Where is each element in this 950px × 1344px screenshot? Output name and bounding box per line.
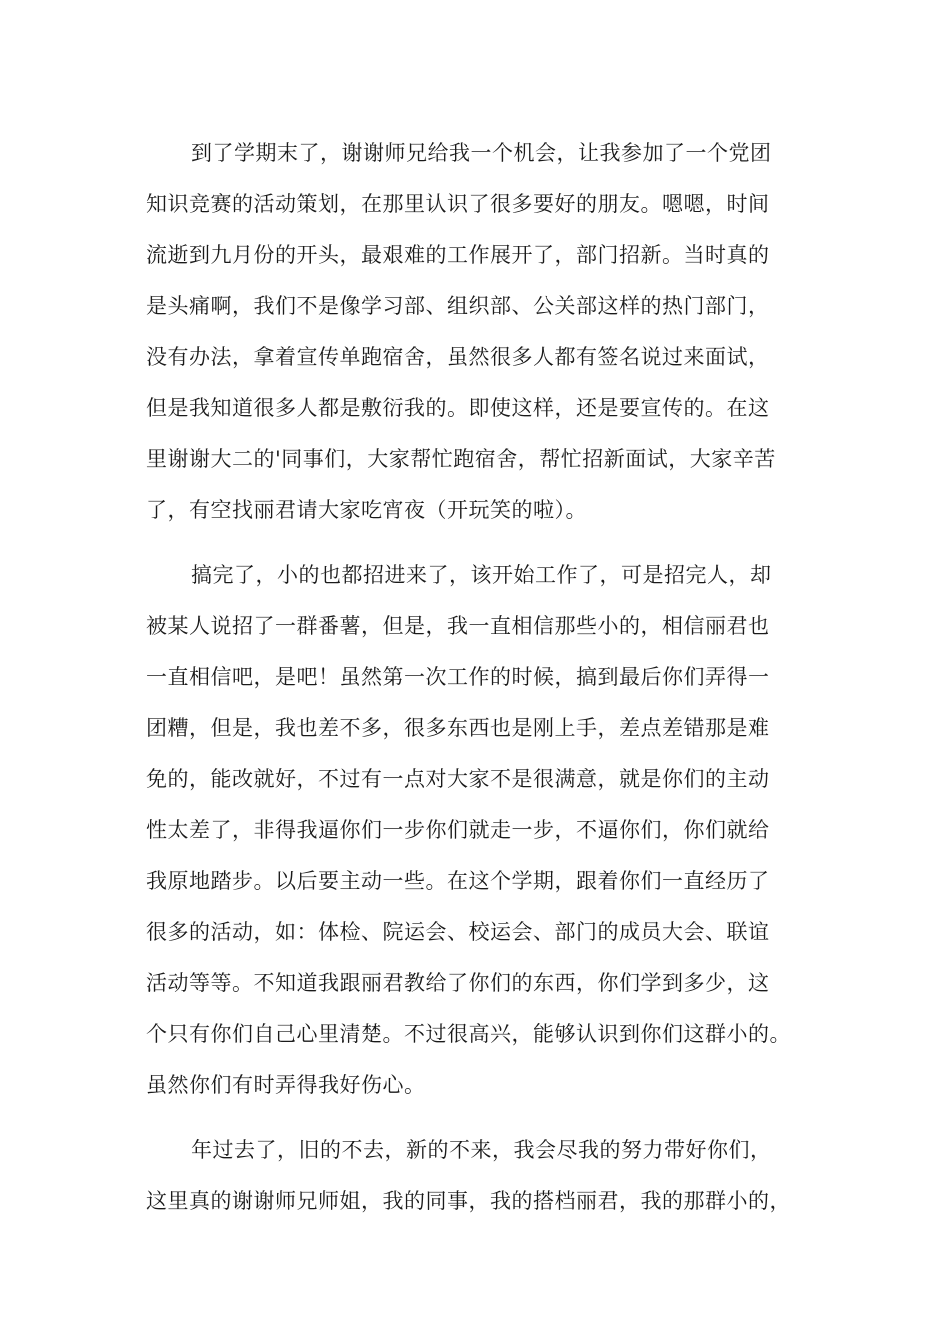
text-line: 团糟，但是，我也差不多，很多东西也是刚上手，差点差错那是难	[146, 716, 770, 740]
paragraph-1	[146, 128, 806, 536]
text-line: 是头痛啊，我们不是像学习部、组织部、公关部这样的热门部门，	[146, 294, 770, 318]
text-line: 一直相信吧，是吧！虽然第一次工作的时候，搞到最后你们弄得一	[146, 665, 770, 689]
text-line: 免的，能改就好，不过有一点对大家不是很满意，就是你们的主动	[146, 767, 770, 791]
paragraph-2	[146, 550, 806, 1111]
text-line: 搞完了，小的也都招进来了，该开始工作了，可是招完人，却	[191, 563, 772, 587]
text-line: 虽然你们有时弄得我好伤心。	[146, 1073, 426, 1097]
paragraph-3	[146, 1125, 806, 1227]
text-line: 性太差了，非得我逼你们一步你们就走一步，不逼你们，你们就给	[146, 818, 770, 842]
text-line: 我原地踏步。以后要主动一些。在这个学期，跟着你们一直经历了	[146, 869, 770, 893]
document-body	[146, 128, 806, 1241]
text-line: 活动等等。不知道我跟丽君教给了你们的东西，你们学到多少，这	[146, 971, 770, 995]
text-line: 到了学期末了，谢谢师兄给我一个机会，让我参加了一个党团	[191, 141, 772, 165]
text-line: 很多的活动，如：体检、院运会、校运会、部门的成员大会、联谊	[146, 920, 770, 944]
text-line: 流逝到九月份的开头，最艰难的工作展开了，部门招新。当时真的	[146, 243, 770, 267]
text-line: 里谢谢大二的'同事们，大家帮忙跑宿舍，帮忙招新面试，大家辛苦	[146, 447, 776, 471]
text-line: 知识竞赛的活动策划，在那里认识了很多要好的朋友。嗯嗯，时间	[146, 192, 770, 216]
text-line: 年过去了，旧的不去，新的不来，我会尽我的努力带好你们，	[191, 1138, 772, 1162]
text-line: 这里真的谢谢师兄师姐，我的同事，我的搭档丽君，我的那群小的，	[146, 1189, 791, 1213]
text-line: 被某人说招了一群番薯，但是，我一直相信那些小的，相信丽君也	[146, 614, 770, 638]
text-line: 个只有你们自己心里清楚。不过很高兴，能够认识到你们这群小的。	[146, 1022, 791, 1046]
text-line: 了，有空找丽君请大家吃宵夜（开玩笑的啦）。	[146, 498, 587, 522]
text-line: 没有办法，拿着宣传单跑宿舍，虽然很多人都有签名说过来面试，	[146, 345, 770, 369]
text-line: 但是我知道很多人都是敷衍我的。即使这样，还是要宣传的。在这	[146, 396, 770, 420]
